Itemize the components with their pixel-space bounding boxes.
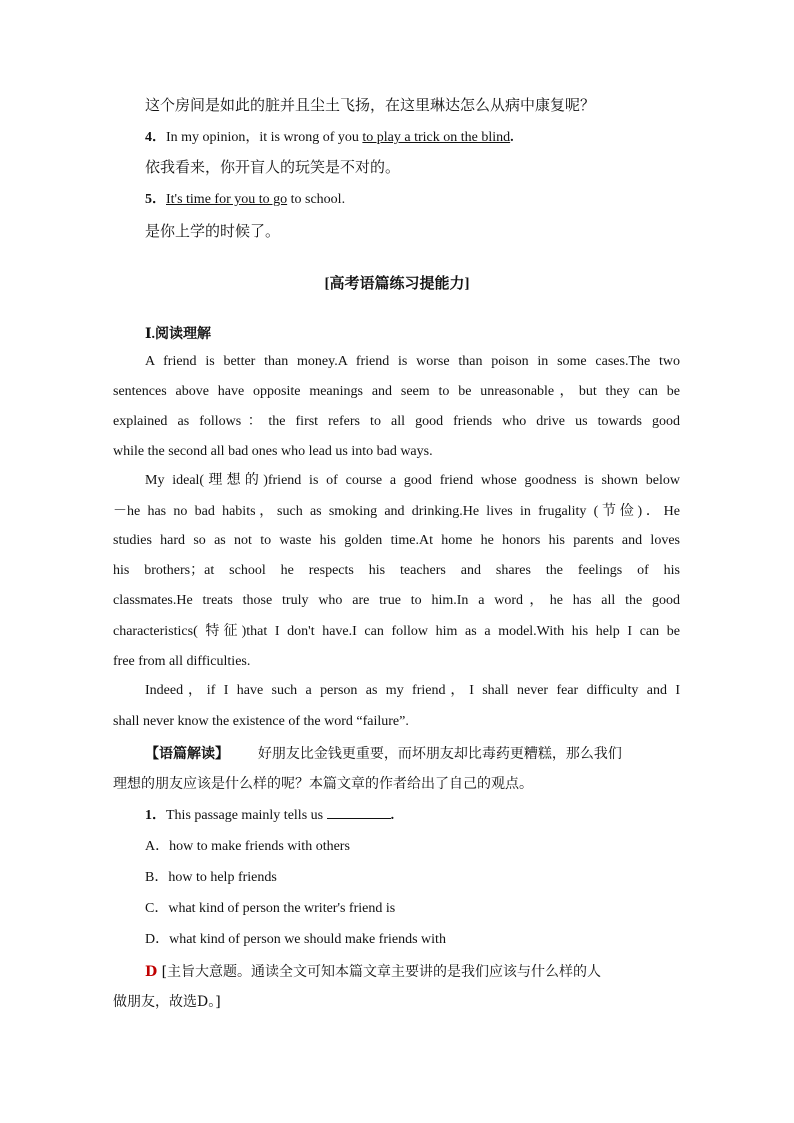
sentence-5-number: 5． xyxy=(145,192,166,207)
sentence-4-underlined: to play a trick on the blind xyxy=(362,130,511,145)
analysis-line-2: 理想的朋友应该是什么样的呢？本篇文章的作者给出了自己的观点。 xyxy=(113,776,533,792)
p2-line-7: free from all difficulties. xyxy=(113,654,251,669)
sentence-4-translation: 依我看来，你开盲人的玩笑是不对的。 xyxy=(145,160,401,176)
p1-line-1: A friend is better than money.A friend is worse than poison in some cases.The two xyxy=(145,354,680,369)
p3-line-1: Indeed，if I have such a person as my friend，I shall never fear difficulty and I xyxy=(145,683,680,698)
p2-line-1: My ideal(理想的)friend is of course a good friend whose goodness is shown below xyxy=(145,473,680,488)
section-title: [高考语篇练习提能力] xyxy=(324,276,470,292)
answer-explanation-2: 做朋友，故选D。] xyxy=(113,994,221,1010)
reading-section-heading: Ⅰ.阅读理解 xyxy=(145,327,212,342)
sentence-5-post: to school. xyxy=(287,192,346,207)
option-d: D．what kind of person we should make friends with xyxy=(145,932,446,947)
sentence-3-translation: 这个房间是如此的脏并且尘土飞扬，在这里琳达怎么从病中康复呢？ xyxy=(145,98,596,114)
p2-line-6: characteristics( 特征)that I don't have.I can follow him as a model.With his help I can be xyxy=(113,624,680,639)
analysis-text-1: 好朋友比金钱更重要，而坏朋友却比毒药更糟糕，那么我们 xyxy=(257,746,622,762)
option-c: C．what kind of person the writer's friend is xyxy=(145,901,396,916)
sentence-5 xyxy=(145,190,680,210)
sentence-4-number: 4． xyxy=(145,130,166,145)
question-1-blank xyxy=(327,806,391,819)
question-1-stem: This passage mainly tells us xyxy=(166,808,324,823)
p1-line-3: explained as follows：the first refers to all good friends who drive us towards good xyxy=(113,414,680,429)
analysis-line-1 xyxy=(145,744,680,764)
p2-line-2: －he has no bad habits，such as smoking and drinking.He lives in frugality (节俭)．He xyxy=(113,504,680,519)
option-a: A．how to make friends with others xyxy=(145,839,350,854)
answer-line-1 xyxy=(145,962,680,982)
question-1-end: . xyxy=(390,808,395,823)
option-b: B．how to help friends xyxy=(145,870,277,885)
question-1 xyxy=(145,806,680,826)
p1-line-2: sentences above have opposite meanings and seem to be unreasonable，but they can be xyxy=(113,384,680,399)
p2-line-3: studies hard so as not to waste his golden time.At home he honors his parents and loves xyxy=(113,533,680,548)
sentence-4-pre: In my opinion，it is wrong of you xyxy=(166,130,363,145)
p2-line-5: classmates.He treats those truly who are true to him.In a word，he has all the good xyxy=(113,593,680,608)
answer-letter: D xyxy=(145,964,158,980)
sentence-4 xyxy=(145,128,680,148)
sentence-5-translation: 是你上学的时候了。 xyxy=(145,224,281,240)
p1-line-4: while the second all bad ones who lead us into bad ways. xyxy=(113,444,433,459)
question-1-number: 1． xyxy=(145,808,166,823)
answer-explanation-1: [主旨大意题。通读全文可知本篇文章主要讲的是我们应该与什么样的人 xyxy=(161,964,602,980)
p2-line-4: his brothers；at school he respects his teachers and shares the feelings of his xyxy=(113,563,680,578)
sentence-4-end: . xyxy=(510,130,514,145)
p3-line-2: shall never know the existence of the word “failure”. xyxy=(113,714,409,729)
analysis-label: 【语篇解读】 xyxy=(145,746,229,762)
sentence-5-underlined: It's time for you to go xyxy=(166,192,288,207)
